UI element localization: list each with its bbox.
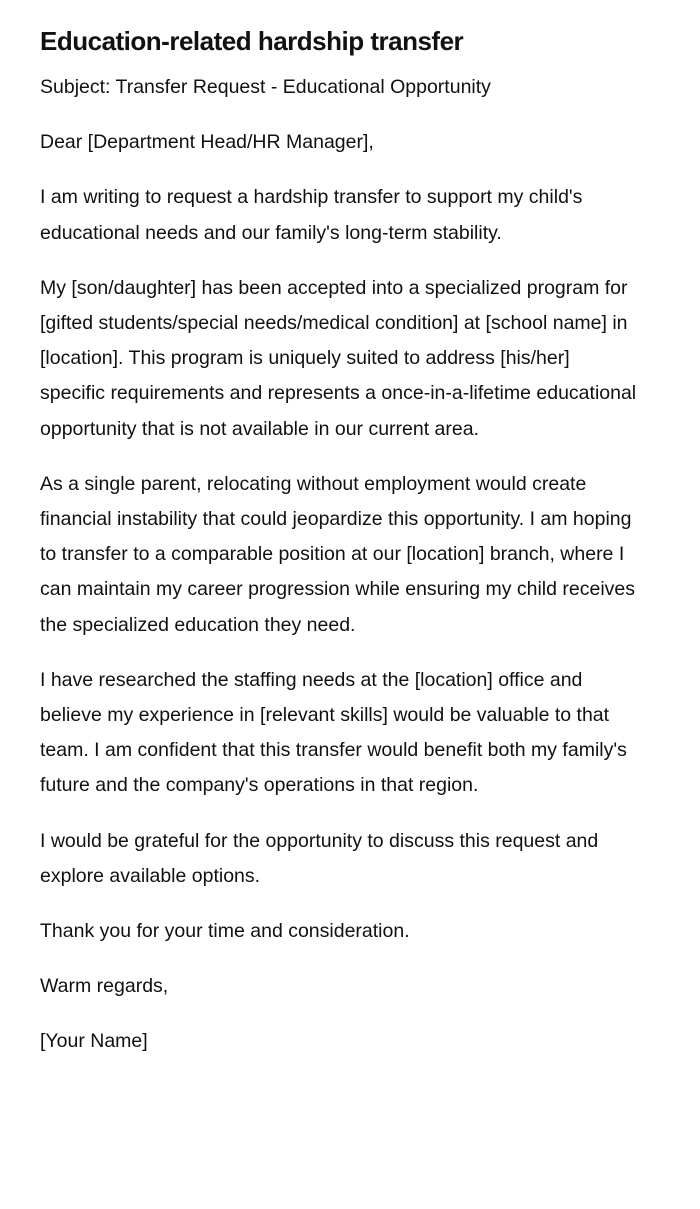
thanks-line: Thank you for your time and consideration. bbox=[40, 920, 410, 943]
document-title: Education-related hardship transfer bbox=[40, 26, 464, 56]
body-paragraph: I have researched the staffing needs at the [location] office and believe my experience in [relevant skills] would be valuable to that team. I am confident that this transfer would benefit both my family's future and the company's operations in that region. bbox=[40, 668, 627, 797]
closing: Warm regards, bbox=[40, 975, 169, 998]
body-paragraph: My [son/daughter] has been accepted into a specialized program for [gifted students/special needs/medical condition] at [school name] in [location]. This program is uniquely suited to address [his/her] specific requirements and represents a once-in-a-lifetime educational opportunity that is not available in our current area. bbox=[40, 276, 637, 440]
body-paragraph: I am writing to request a hardship transfer to support my child's educational needs and our family's long-term stability. bbox=[40, 186, 583, 244]
body-paragraph: I would be grateful for the opportunity to discuss this request and explore available options. bbox=[40, 829, 599, 887]
subject-line: Subject: Transfer Request - Educational Opportunity bbox=[40, 76, 491, 98]
body-paragraph: As a single parent, relocating without employment would create financial instability that could jeopardize this opportunity. I am hoping to transfer to a comparable position at our [location] branch, where I can maintain my career progression while ensuring my child receives the specialized education they need. bbox=[40, 472, 636, 636]
signature-name: [Your Name] bbox=[40, 1030, 148, 1053]
salutation: Dear [Department Head/HR Manager], bbox=[40, 131, 374, 154]
